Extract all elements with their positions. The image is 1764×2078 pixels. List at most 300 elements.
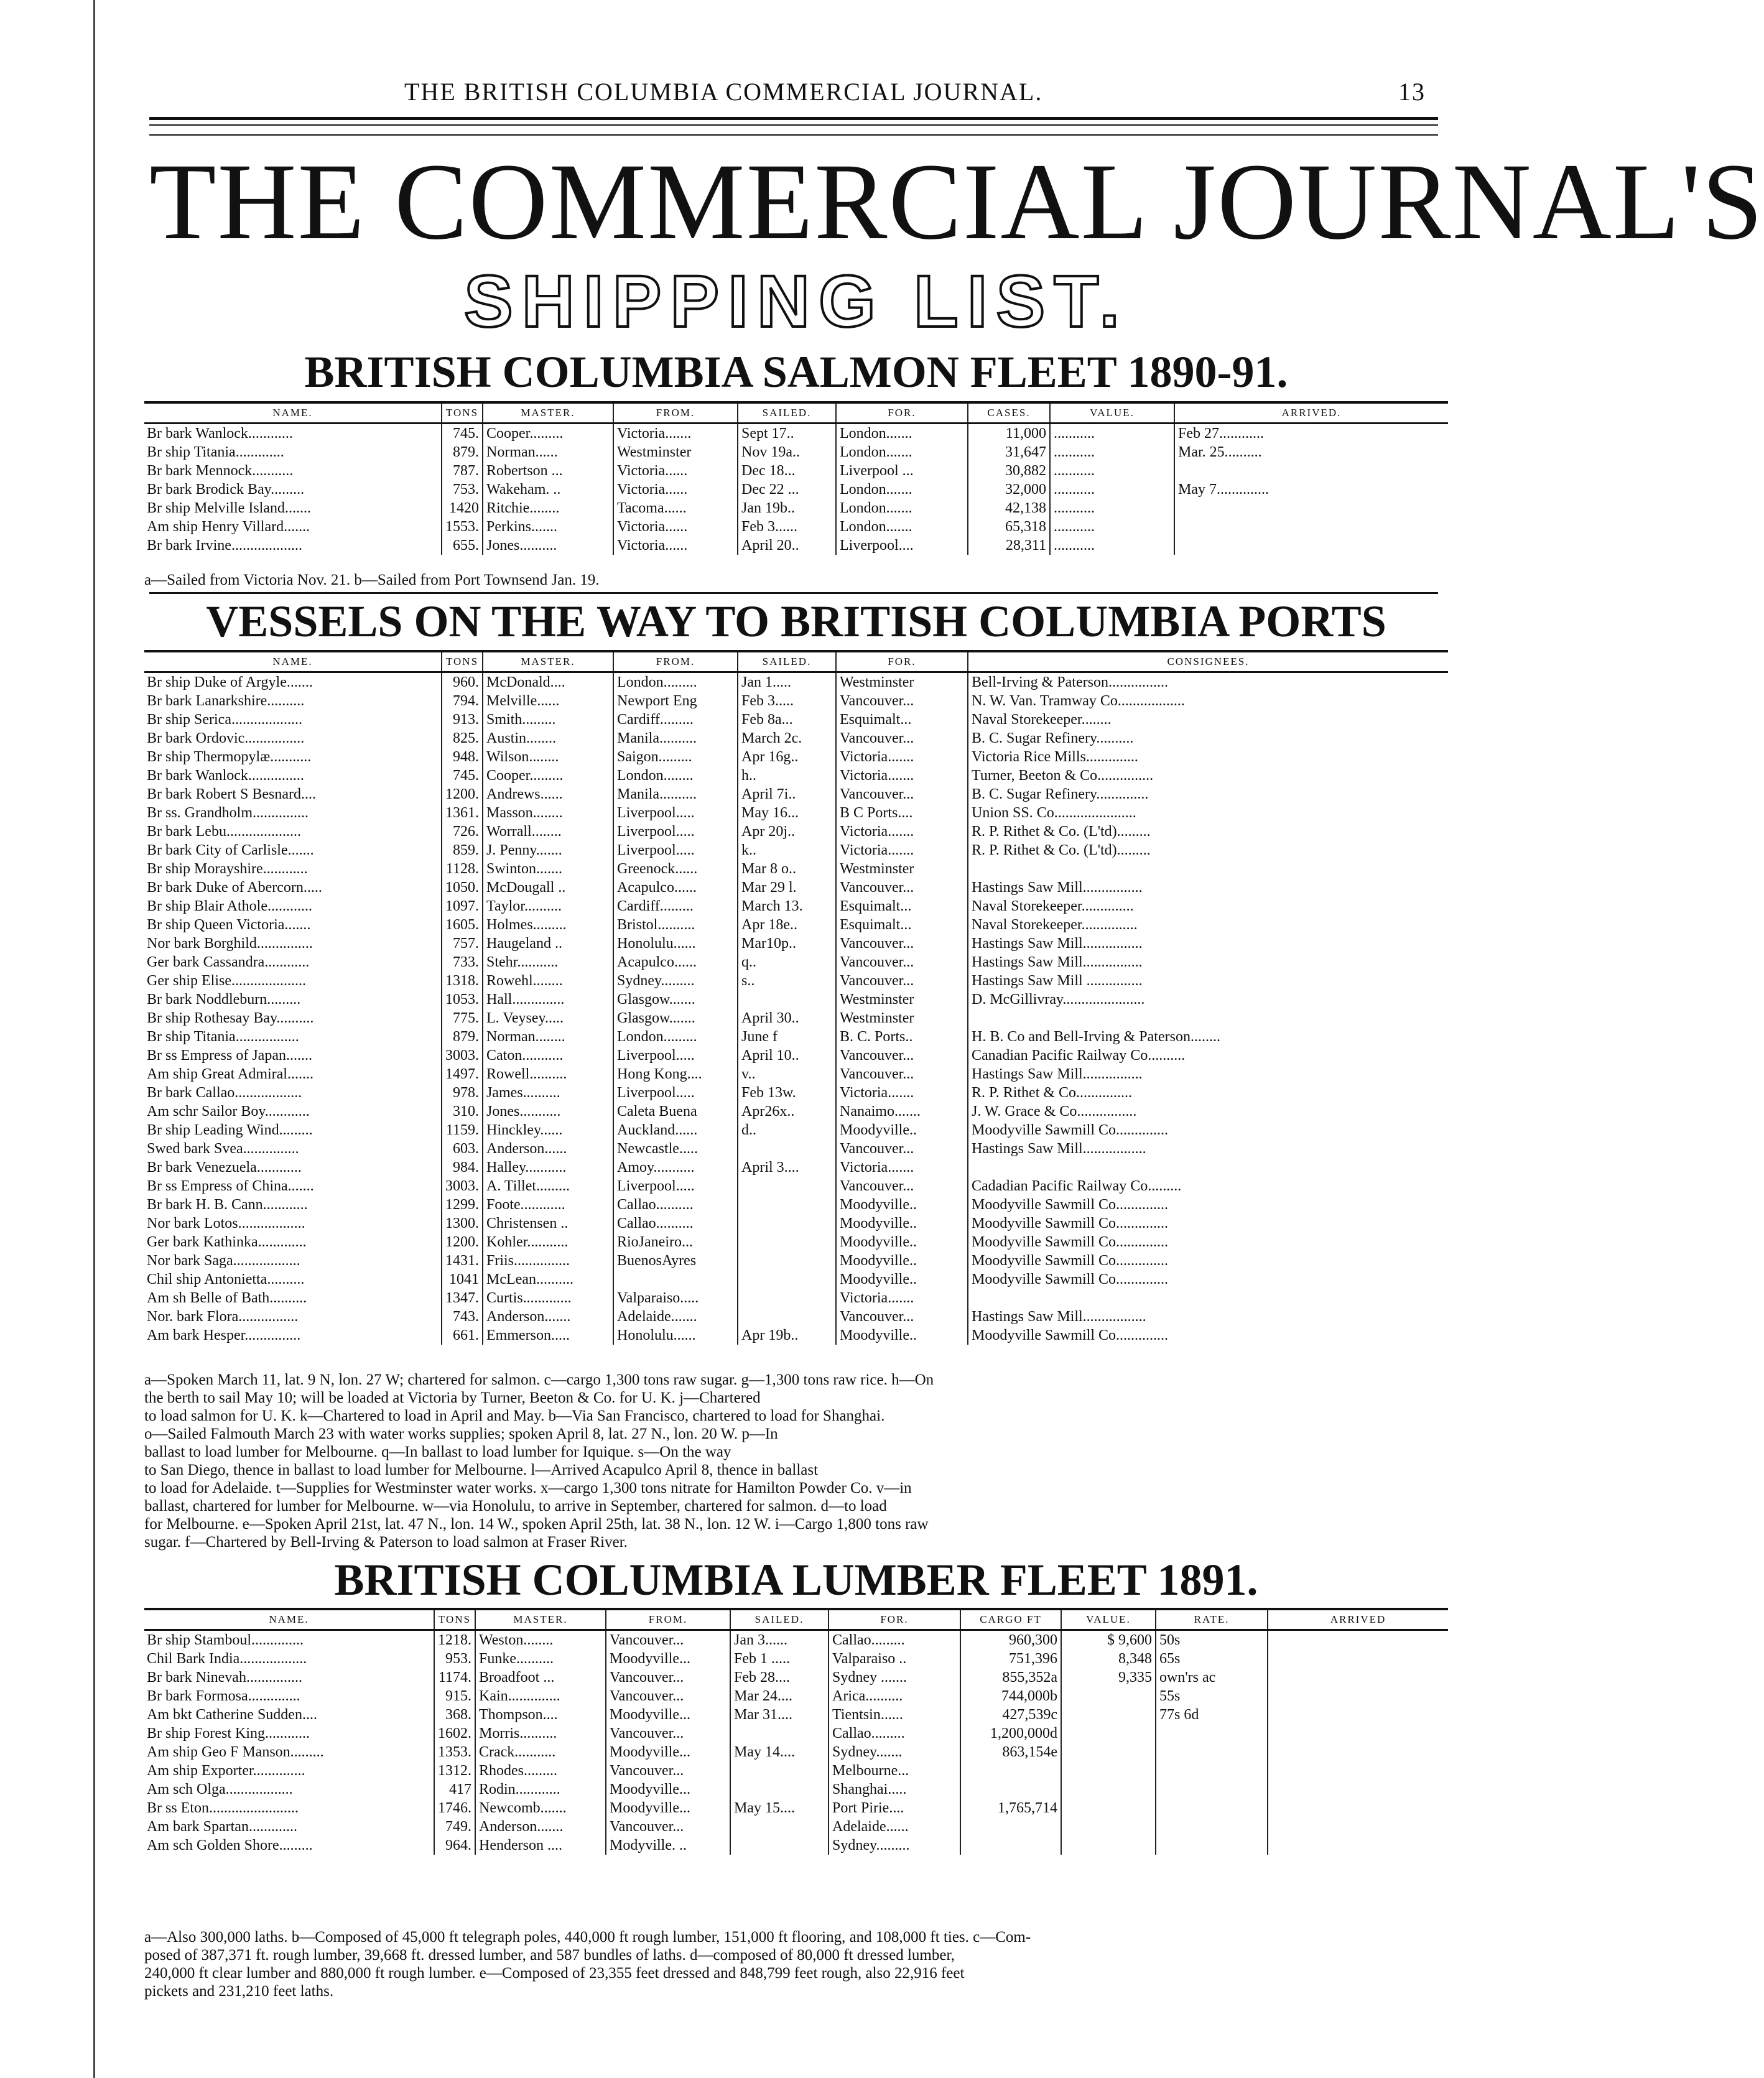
table-cell: h.. (738, 766, 836, 785)
table-cell (738, 1195, 836, 1214)
table-header-row (144, 1609, 1448, 1630)
table-cell: Am ship Great Admiral....... (147, 1066, 313, 1082)
table-cell: Liverpool ... (836, 462, 968, 480)
table-cell: Honolulu...... (613, 934, 738, 953)
table-cell: Newcomb....... (475, 1799, 606, 1817)
table-cell: Br bark Lanarkshire.......... (147, 693, 305, 709)
table-cell: Dec 18... (738, 462, 836, 480)
table-cell: R. P. Rithet & Co. (L'td)......... (968, 841, 1448, 860)
table-cell: 1053. (442, 990, 483, 1009)
table-cell: 30,882 (968, 462, 1050, 480)
table-row (144, 1102, 1448, 1121)
column-header: RATE. (1156, 1609, 1268, 1630)
table-cell: Cooper......... (483, 766, 613, 785)
table-cell: Honolulu...... (613, 1326, 738, 1345)
table-row (144, 1705, 1448, 1724)
table-row (144, 1780, 1448, 1799)
table-cell: 913. (442, 710, 483, 729)
table-cell: Am sch Golden Shore......... (147, 1837, 313, 1853)
table-cell: 1746. (434, 1799, 475, 1817)
table-cell: B. C. Sugar Refinery.......... (968, 729, 1448, 748)
table-cell: Stehr........... (483, 953, 613, 972)
table-cell: Bristol.......... (613, 916, 738, 934)
table-cell: Newcastle..... (613, 1139, 738, 1158)
table-cell: 753. (442, 480, 483, 499)
table-cell: May 14.... (730, 1743, 829, 1761)
table-cell: Br bark Wanlock............... (147, 768, 304, 784)
table-cell: Vancouver... (836, 934, 968, 953)
table-row (144, 1027, 1448, 1046)
table-cell: Hinckley...... (483, 1121, 613, 1139)
table-cell: Anderson...... (483, 1139, 613, 1158)
table-cell: 1200. (442, 785, 483, 804)
table-cell: Worrall........ (483, 822, 613, 841)
table-cell: London........ (613, 766, 738, 785)
table-cell: Rodin............ (475, 1780, 606, 1799)
table-cell: Esquimalt... (836, 897, 968, 916)
table-cell (738, 1233, 836, 1251)
table-cell (1174, 536, 1448, 555)
column-header: MASTER. (483, 402, 613, 424)
column-header: VALUE. (1061, 1609, 1156, 1630)
table-cell: Cooper......... (483, 424, 613, 443)
table-cell: 42,138 (968, 499, 1050, 517)
table-cell: Foote............ (483, 1195, 613, 1214)
table-cell: Jan 19b.. (738, 499, 836, 517)
table-cell (730, 1817, 829, 1836)
table-row (144, 766, 1448, 785)
table-cell: Liverpool.... (836, 536, 968, 555)
table-cell: Moodyville... (606, 1743, 730, 1761)
table-row (144, 1836, 1448, 1855)
table-cell (1061, 1780, 1156, 1799)
table-cell (1268, 1630, 1448, 1650)
table-cell: Caleta Buena (613, 1102, 738, 1121)
table-cell: 915. (434, 1687, 475, 1705)
table-cell: Cardiff......... (613, 710, 738, 729)
table-cell: Br bark Formosa.............. (147, 1688, 300, 1704)
table-cell: 825. (442, 729, 483, 748)
table-row (144, 1761, 1448, 1780)
table-cell: 661. (442, 1326, 483, 1345)
table-cell: 1553. (442, 517, 483, 536)
table-cell: Esquimalt... (836, 916, 968, 934)
table-row (144, 1289, 1448, 1307)
table-cell: Canadian Pacific Railway Co.......... (968, 1046, 1448, 1065)
running-header (143, 77, 1438, 114)
table-cell (1061, 1836, 1156, 1855)
column-header: FROM. (606, 1609, 730, 1630)
vessels-table (144, 650, 1448, 1345)
table-cell: 745. (442, 424, 483, 443)
column-header: FOR. (829, 1609, 960, 1630)
table-cell: Victoria...... (613, 536, 738, 555)
table-cell: Victoria...... (613, 480, 738, 499)
table-cell: 1128. (442, 860, 483, 878)
table-cell (1268, 1743, 1448, 1761)
table-row (144, 692, 1448, 710)
table-row (144, 536, 1448, 555)
table-cell (1061, 1817, 1156, 1836)
footnote-line: a—Also 300,000 laths. b—Composed of 45,000 ft telegraph poles, 440,000 ft rough lumber, 151,000 ft flooring, and 108,000 ft ties. c—Com- (144, 1929, 1031, 1946)
table-cell: Sydney......... (613, 972, 738, 990)
table-cell: 726. (442, 822, 483, 841)
table-cell: Norman...... (483, 443, 613, 462)
table-cell: Br bark Brodick Bay......... (147, 481, 305, 498)
table-cell: Cadadian Pacific Railway Co......... (968, 1177, 1448, 1195)
table-cell: London....... (836, 424, 968, 443)
table-cell: 1097. (442, 897, 483, 916)
table-cell: Wakeham. .. (483, 480, 613, 499)
table-cell: London....... (836, 517, 968, 536)
footnote-line: for Melbourne. e—Spoken April 21st, lat. 47 N., lon. 14 W., spoken April 25th, lat. 38 N., lon. 12 W. i—Cargo 1,800 tons raw (144, 1516, 929, 1533)
table-row (144, 1121, 1448, 1139)
table-cell: Feb 3...... (738, 517, 836, 536)
table-cell: Vancouver... (836, 729, 968, 748)
table-cell: 1041 (442, 1270, 483, 1289)
table-cell: 1,765,714 (960, 1799, 1061, 1817)
table-cell: 751,396 (960, 1649, 1061, 1668)
table-cell: 65,318 (968, 517, 1050, 536)
table-cell: Hastings Saw Mill................. (968, 1139, 1448, 1158)
table-cell: Tientsin...... (829, 1705, 960, 1724)
table-cell: Port Pirie.... (829, 1799, 960, 1817)
table-cell: Br bark Ninevah............... (147, 1669, 302, 1686)
table-cell (960, 1761, 1061, 1780)
table-cell: Victoria....... (836, 841, 968, 860)
table-row (144, 710, 1448, 729)
table-cell: Br ship Duke of Argyle....... (147, 674, 313, 690)
table-cell: Andrews...... (483, 785, 613, 804)
table-cell: Br bark Robert S Besnard.... (147, 786, 316, 802)
table-cell: Nor. bark Flora................ (147, 1309, 299, 1325)
table-cell: 1602. (434, 1724, 475, 1743)
table-cell: Moodyville... (606, 1799, 730, 1817)
table-row (144, 934, 1448, 953)
table-cell: Jan 1..... (738, 672, 836, 692)
table-cell (1156, 1780, 1268, 1799)
table-cell: Cardiff......... (613, 897, 738, 916)
table-cell: Westminster (836, 672, 968, 692)
footnote-line: to load salmon for U. K. k—Chartered to load in April and May. b—Via San Francisco, chartered to load for Shanghai. (144, 1408, 885, 1424)
table-cell: Am bark Spartan............. (147, 1819, 297, 1835)
table-cell: Am sh Belle of Bath.......... (147, 1290, 307, 1306)
table-cell: Br ship Queen Victoria....... (147, 917, 311, 933)
table-cell: Liverpool..... (613, 841, 738, 860)
table-cell: Acapulco...... (613, 878, 738, 897)
table-cell: 749. (434, 1817, 475, 1836)
table-cell: 964. (434, 1836, 475, 1855)
table-cell: Am sch Olga.................. (147, 1781, 293, 1797)
table-cell: Austin........ (483, 729, 613, 748)
table-cell: Moodyville... (606, 1780, 730, 1799)
table-cell: 1347. (442, 1289, 483, 1307)
table-cell: Vancouver... (606, 1630, 730, 1650)
table-cell (738, 990, 836, 1009)
column-header: MASTER. (475, 1609, 606, 1630)
table-cell: Victoria...... (613, 517, 738, 536)
table-cell: Apr 20j.. (738, 822, 836, 841)
table-cell: Anderson....... (483, 1307, 613, 1326)
table-cell: Br ship Blair Athole............ (147, 898, 312, 914)
table-cell: Am ship Geo F Manson......... (147, 1744, 324, 1760)
table-cell: 1312. (434, 1761, 475, 1780)
table-row (144, 1009, 1448, 1027)
table-cell: D. McGillivray...................... (968, 990, 1448, 1009)
column-header: FOR. (836, 402, 968, 424)
table-cell: March 2c. (738, 729, 836, 748)
table-cell: Adelaide...... (829, 1817, 960, 1836)
table-row (144, 897, 1448, 916)
table-cell: Amoy........... (613, 1158, 738, 1177)
table-cell: Manila.......... (613, 729, 738, 748)
table-cell: Liverpool..... (613, 1046, 738, 1065)
table-row (144, 1326, 1448, 1345)
table-cell: Shanghai..... (829, 1780, 960, 1799)
table-cell: Westminster (836, 860, 968, 878)
table-cell: Br ship Serica................... (147, 712, 302, 728)
table-cell: Broadfoot ... (475, 1668, 606, 1687)
column-header: SAILED. (738, 402, 836, 424)
table-cell: Rowehl........ (483, 972, 613, 990)
table-cell: Jones........... (483, 1102, 613, 1121)
table-cell: Greenock...... (613, 860, 738, 878)
table-cell: 863,154e (960, 1743, 1061, 1761)
table-cell: 603. (442, 1139, 483, 1158)
table-cell: Sydney....... (829, 1743, 960, 1761)
table-cell: Crack........... (475, 1743, 606, 1761)
table-cell: Br ship Titania................. (147, 1029, 299, 1045)
table-cell: Funke.......... (475, 1649, 606, 1668)
table-cell: Callao......... (829, 1724, 960, 1743)
salmon-fleet-heading: BRITISH COLUMBIA SALMON FLEET 1890-91. (304, 347, 1288, 397)
table-cell: Am bkt Catherine Sudden.... (147, 1707, 317, 1723)
table-cell: Mar 24.... (730, 1687, 829, 1705)
table-cell: 1361. (442, 804, 483, 822)
table-row (144, 1649, 1448, 1668)
table-cell (1061, 1743, 1156, 1761)
table-cell (1156, 1724, 1268, 1743)
table-cell (738, 1214, 836, 1233)
table-row (144, 1065, 1448, 1083)
table-cell: B. C. Ports.. (836, 1027, 968, 1046)
table-cell: April 3.... (738, 1158, 836, 1177)
table-cell: 28,311 (968, 536, 1050, 555)
table-cell: Victoria....... (836, 1083, 968, 1102)
table-row (144, 1195, 1448, 1214)
table-cell (1268, 1799, 1448, 1817)
table-cell: 953. (434, 1649, 475, 1668)
table-cell: 745. (442, 766, 483, 785)
table-cell: Smith......... (483, 710, 613, 729)
column-header: CONSIGNEES. (968, 651, 1448, 672)
table-cell: 733. (442, 953, 483, 972)
table-cell: London....... (836, 443, 968, 462)
table-cell: Hong Kong.... (613, 1065, 738, 1083)
table-cell: Esquimalt... (836, 710, 968, 729)
table-cell: Am bark Hesper............... (147, 1327, 301, 1343)
table-cell: 11,000 (968, 424, 1050, 443)
table-row (144, 1687, 1448, 1705)
table-cell: Br ss Empress of China....... (147, 1178, 314, 1194)
table-cell: Moodyville Sawmill Co.............. (968, 1251, 1448, 1270)
table-cell: Kain.............. (475, 1687, 606, 1705)
journal-name: THE BRITISH COLUMBIA COMMERCIAL JOURNAL. (404, 78, 1043, 106)
column-header: NAME. (144, 1609, 434, 1630)
table-cell: Vancouver... (836, 1065, 968, 1083)
table-cell: Perkins....... (483, 517, 613, 536)
table-cell: H. B. Co and Bell-Irving & Paterson........ (968, 1027, 1448, 1046)
table-cell: 859. (442, 841, 483, 860)
table-cell: London....... (836, 499, 968, 517)
table-cell (968, 860, 1448, 878)
table-cell: Rowell.......... (483, 1065, 613, 1083)
table-cell: Morris.......... (475, 1724, 606, 1743)
table-cell: Vancouver... (836, 1046, 968, 1065)
table-cell: Union SS. Co...................... (968, 804, 1448, 822)
table-cell: 1300. (442, 1214, 483, 1233)
table-cell (1156, 1743, 1268, 1761)
table-cell: Vancouver... (836, 972, 968, 990)
vessels-heading: VESSELS ON THE WAY TO BRITISH COLUMBIA PORTS (206, 596, 1386, 646)
table-cell: Turner, Beeton & Co............... (968, 766, 1448, 785)
table-cell: Ger bark Kathinka............. (147, 1234, 307, 1250)
table-cell (1061, 1687, 1156, 1705)
table-cell: Br bark H. B. Cann............ (147, 1197, 308, 1213)
table-cell: Valparaiso..... (613, 1289, 738, 1307)
table-cell: Modyville. .. (606, 1836, 730, 1855)
table-cell: Mar. 25.......... (1174, 443, 1448, 462)
table-cell: Anderson....... (475, 1817, 606, 1836)
table-cell: London......... (613, 672, 738, 692)
table-cell: 50s (1156, 1630, 1268, 1650)
table-cell: Henderson .... (475, 1836, 606, 1855)
table-header-row (144, 402, 1448, 424)
table-cell: Saigon......... (613, 748, 738, 766)
header-rule (149, 117, 1438, 120)
table-cell: James.......... (483, 1083, 613, 1102)
table-cell: Moodyville.. (836, 1121, 968, 1139)
table-cell: Apr 19b.. (738, 1326, 836, 1345)
table-cell: d.. (738, 1121, 836, 1139)
table-cell: Hastings Saw Mill................. (968, 1307, 1448, 1326)
table-row (144, 878, 1448, 897)
table-cell: Moodyville.. (836, 1195, 968, 1214)
table-cell (1174, 499, 1448, 517)
table-cell: Moodyville.. (836, 1270, 968, 1289)
table-cell: 3003. (442, 1046, 483, 1065)
table-cell: Nor bark Saga.................. (147, 1253, 300, 1269)
table-cell: Callao.......... (613, 1195, 738, 1214)
table-cell: May 7.............. (1174, 480, 1448, 499)
table-cell: 1420 (442, 499, 483, 517)
table-row (144, 990, 1448, 1009)
table-cell: Am ship Exporter.............. (147, 1763, 305, 1779)
table-row (144, 729, 1448, 748)
table-row (144, 916, 1448, 934)
table-cell: Emmerson..... (483, 1326, 613, 1345)
table-cell: 1159. (442, 1121, 483, 1139)
table-cell: Arica.......... (829, 1687, 960, 1705)
table-cell (738, 1270, 836, 1289)
section-rule (149, 592, 1438, 594)
table-cell: ........... (1050, 517, 1174, 536)
column-header: VALUE. (1050, 402, 1174, 424)
table-cell (1268, 1668, 1448, 1687)
table-cell: Br ship Melville Island....... (147, 500, 311, 516)
table-cell (1268, 1817, 1448, 1836)
table-cell: April 20.. (738, 536, 836, 555)
table-cell: 3003. (442, 1177, 483, 1195)
table-cell: Feb 1 ..... (730, 1649, 829, 1668)
table-cell: ........... (1050, 480, 1174, 499)
column-header: TONS (442, 402, 483, 424)
table-cell: Victoria Rice Mills.............. (968, 748, 1448, 766)
table-cell: Curtis............. (483, 1289, 613, 1307)
table-cell (960, 1780, 1061, 1799)
table-row (144, 822, 1448, 841)
vessels-notes (144, 1371, 1444, 1551)
table-cell: Br bark City of Carlisle....... (147, 842, 314, 858)
table-cell: Moodyville Sawmill Co.............. (968, 1214, 1448, 1233)
table-cell (730, 1780, 829, 1799)
table-row (144, 1630, 1448, 1650)
table-cell: Victoria....... (613, 424, 738, 443)
table-cell: Bell-Irving & Paterson................ (968, 672, 1448, 692)
table-cell: Hall.............. (483, 990, 613, 1009)
table-cell: May 16... (738, 804, 836, 822)
table-cell: Glasgow....... (613, 1009, 738, 1027)
table-cell: April 7i.. (738, 785, 836, 804)
table-cell: Br bark Wanlock............ (147, 425, 293, 442)
table-cell: Vancouver... (606, 1724, 730, 1743)
column-header: SAILED. (730, 1609, 829, 1630)
header-rule-thin (149, 124, 1438, 126)
table-cell: Liverpool..... (613, 1083, 738, 1102)
table-cell: Vancouver... (836, 1139, 968, 1158)
column-header: FROM. (613, 402, 738, 424)
table-row (144, 1214, 1448, 1233)
table-cell: ........... (1050, 424, 1174, 443)
table-cell: Moodyville Sawmill Co.............. (968, 1270, 1448, 1289)
table-cell: Liverpool..... (613, 804, 738, 822)
table-row (144, 1668, 1448, 1687)
table-cell: Jan 3...... (730, 1630, 829, 1650)
table-cell: Tacoma...... (613, 499, 738, 517)
table-cell: Robertson ... (483, 462, 613, 480)
page-number: 13 (1398, 78, 1426, 106)
table-cell: Westminster (836, 1009, 968, 1027)
table-row (144, 841, 1448, 860)
table-cell: Br ship Morayshire............ (147, 861, 308, 877)
table-cell: 55s (1156, 1687, 1268, 1705)
table-cell: 794. (442, 692, 483, 710)
footnote-line: 240,000 ft clear lumber and 880,000 ft rough lumber. e—Composed of 23,355 feet dressed and 848,799 feet rough, also 22,916 feet (144, 1965, 965, 1982)
table-cell: Westminster (836, 990, 968, 1009)
table-cell: Br bark Noddleburn......... (147, 991, 301, 1008)
table-cell: Moodyville Sawmill Co.............. (968, 1121, 1448, 1139)
table-cell: Moodyville... (606, 1705, 730, 1724)
table-cell: Br ship Rothesay Bay.......... (147, 1010, 314, 1026)
table-cell: Auckland...... (613, 1121, 738, 1139)
table-cell (1268, 1761, 1448, 1780)
table-cell: Vancouver... (836, 1307, 968, 1326)
table-cell: R. P. Rithet & Co. (L'td)......... (968, 822, 1448, 841)
table-cell: April 10.. (738, 1046, 836, 1065)
table-cell (1156, 1761, 1268, 1780)
table-cell: Melbourne... (829, 1761, 960, 1780)
table-cell (738, 1139, 836, 1158)
